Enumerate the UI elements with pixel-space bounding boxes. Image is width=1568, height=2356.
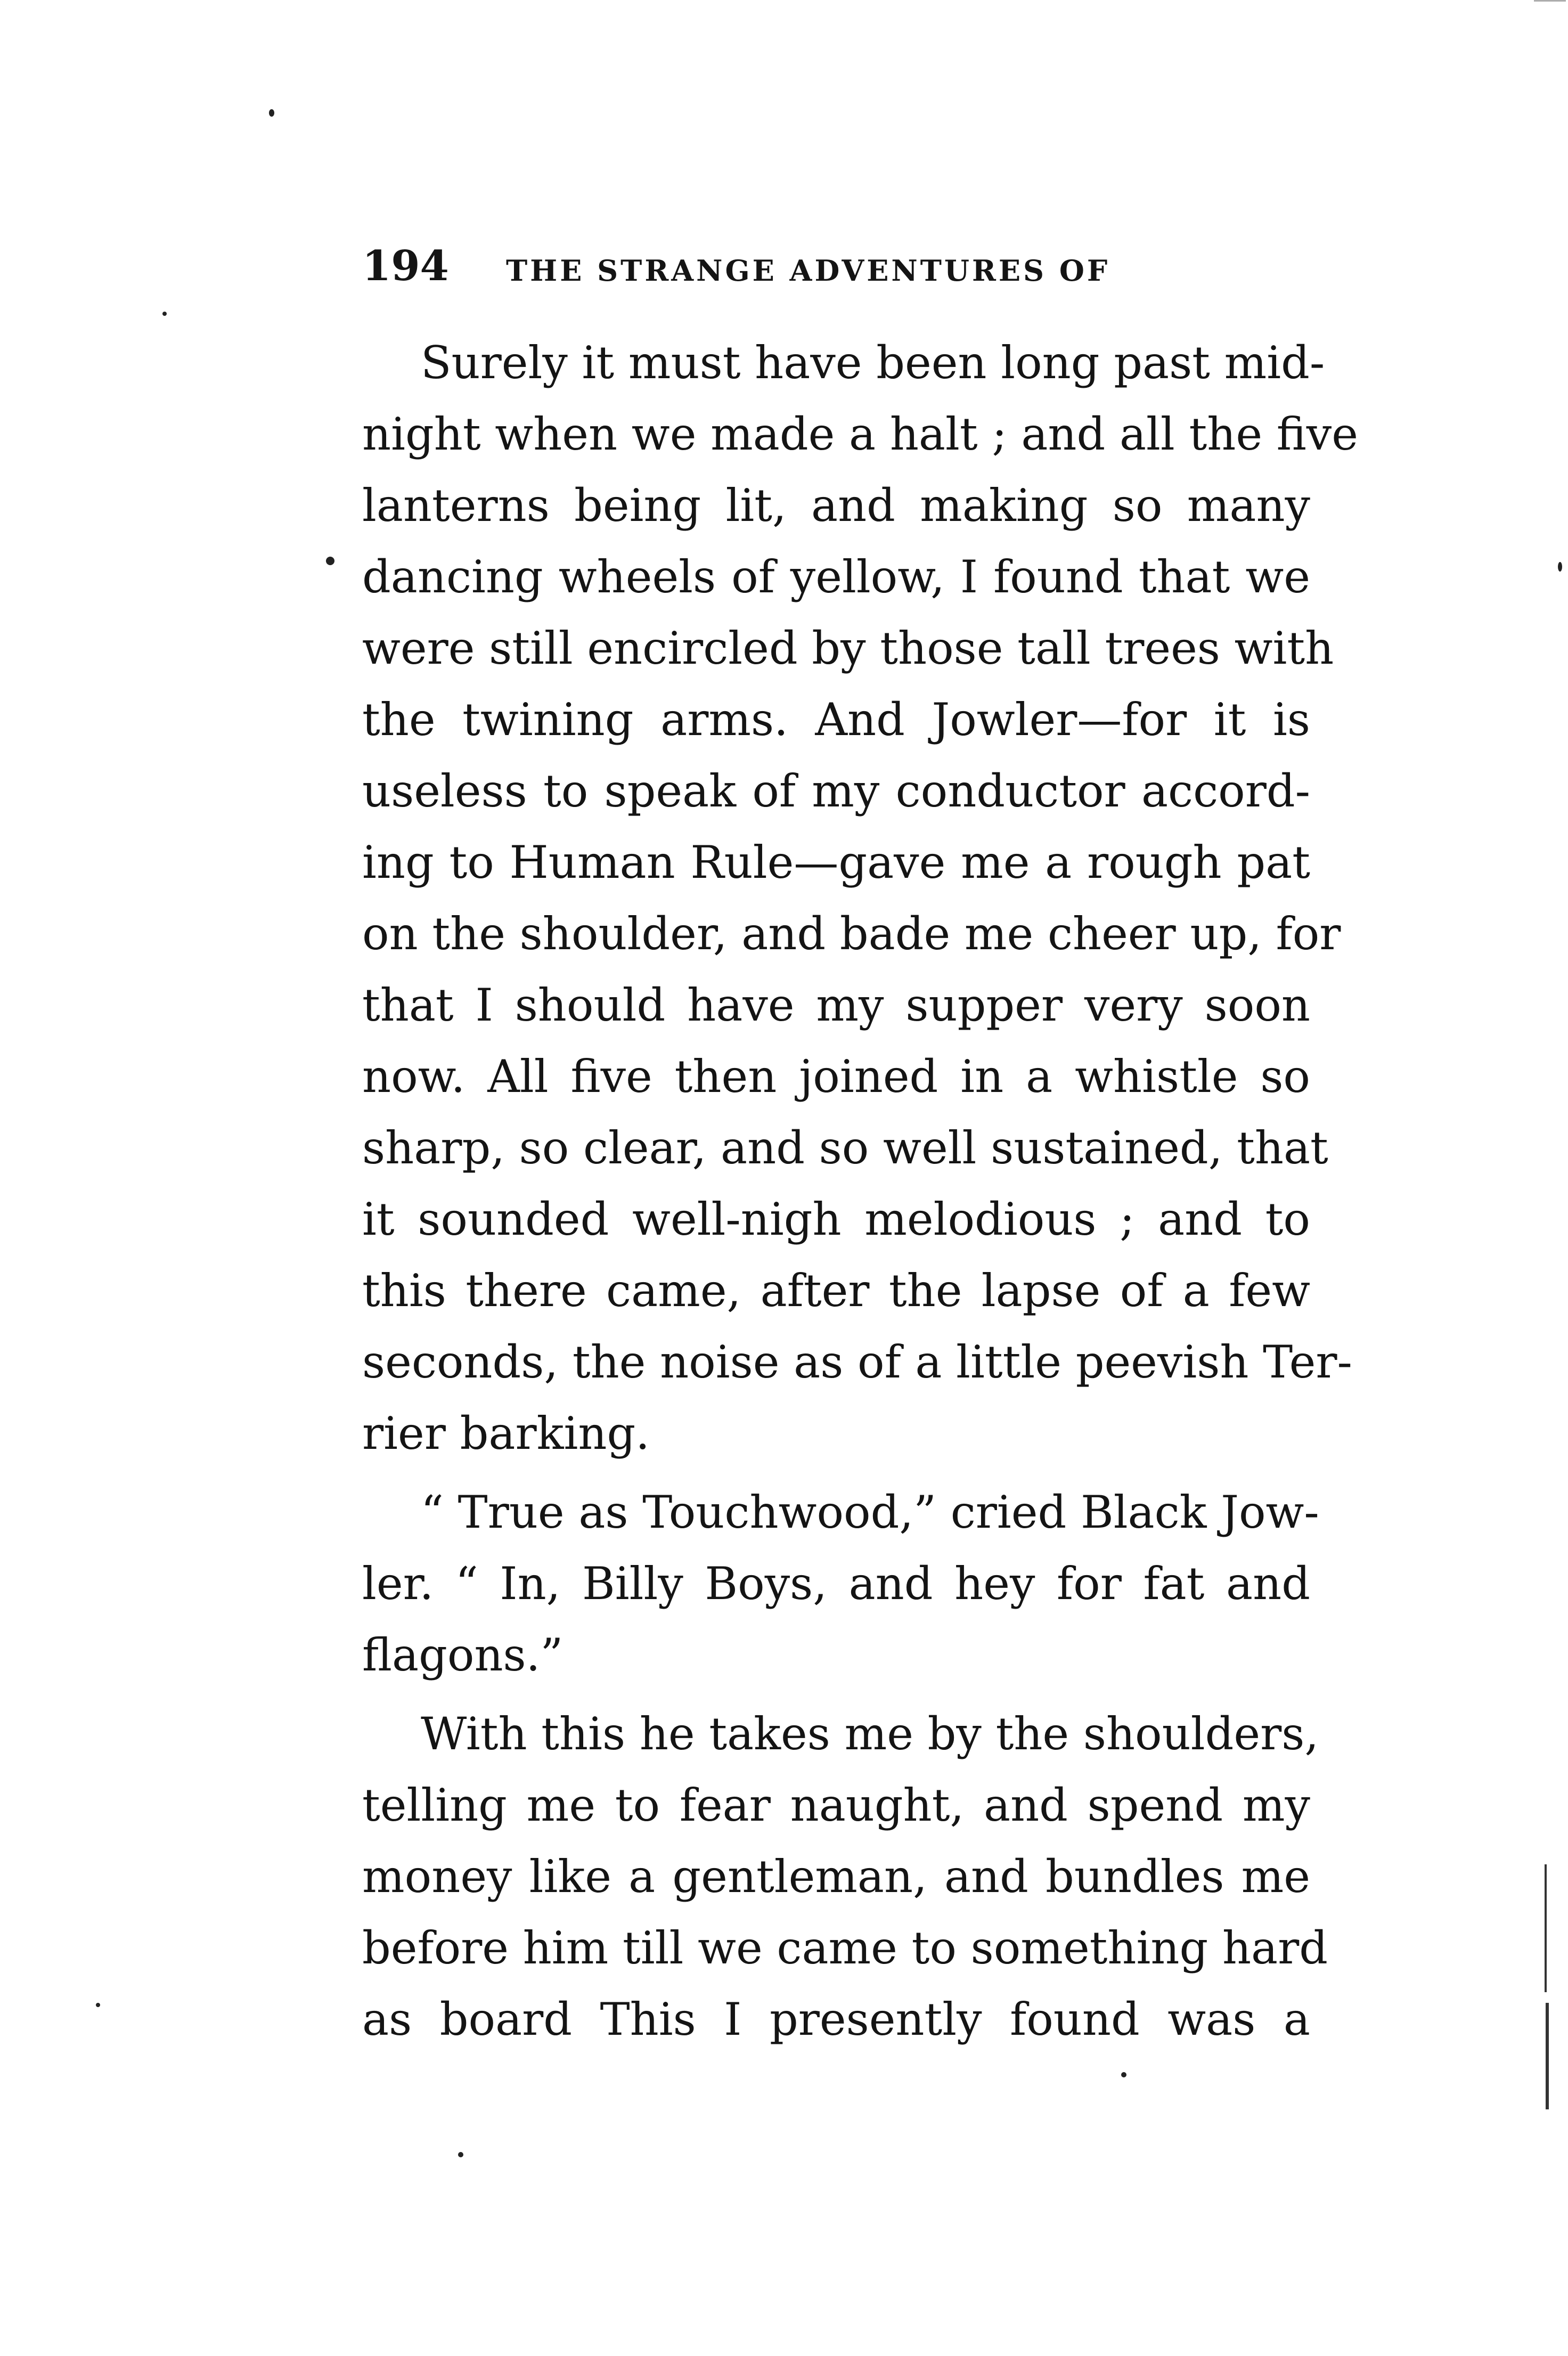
scan-speck [96,2003,100,2007]
text-line: seconds, the noise as of a little peevish Ter- [362,1336,1352,1388]
text-line: money like a gentleman, and bundles me [362,1850,1310,1903]
text-line: sharp, so clear, and so well sustained, that [362,1122,1328,1174]
scan-speck [269,109,274,117]
page-header [362,234,1342,298]
text-line: flagons.” [362,1629,564,1681]
running-title: THE STRANGE ADVENTURES OF [506,254,1110,288]
text-line: it sounded well-nigh melodious ; and to [362,1193,1310,1245]
scan-speck [1121,2072,1126,2077]
text-line: dancing wheels of yellow, I found that we [362,551,1310,603]
text-line: With this he takes me by the shoulders, [421,1708,1319,1760]
page-edge-mark [1534,0,1566,2]
scan-speck [458,2152,463,2157]
text-line: as board This I presently found was a [362,1993,1310,2045]
text-line: rier barking. [362,1407,650,1460]
text-line: “ True as Touchwood,” cried Black Jow- [421,1486,1319,1538]
text-line: ing to Human Rule—gave me a rough pat [362,836,1310,888]
scan-speck [326,557,334,565]
text-line: Surely it must have been long past mid- [421,337,1325,389]
text-line: useless to speak of my conductor accord- [362,765,1310,817]
page-edge-mark [1546,2003,1549,2109]
text-line: telling me to fear naught, and spend my [362,1779,1310,1831]
text-line: before him till we came to something hard [362,1922,1328,1974]
text-line: now. All five then joined in a whistle so [362,1050,1310,1103]
text-line: lanterns being lit, and making so many [362,479,1310,532]
text-line: that I should have my supper very soon [362,979,1310,1031]
text-line: night when we made a halt ; and all the five [362,408,1358,460]
page-number: 194 [362,242,449,290]
text-line: the twining arms. And Jowler—for it is [362,694,1310,746]
scan-speck [162,312,167,316]
text-line: on the shoulder, and bade me cheer up, for [362,908,1341,960]
page-edge-mark [1545,1864,1547,1992]
text-line: were still encircled by those tall trees with [362,622,1334,674]
body-text [362,327,1358,2055]
scan-speck [1558,562,1562,572]
text-line: ler. “ In, Billy Boys, and hey for fat and [362,1558,1310,1610]
text-line: this there came, after the lapse of a few [362,1265,1310,1317]
